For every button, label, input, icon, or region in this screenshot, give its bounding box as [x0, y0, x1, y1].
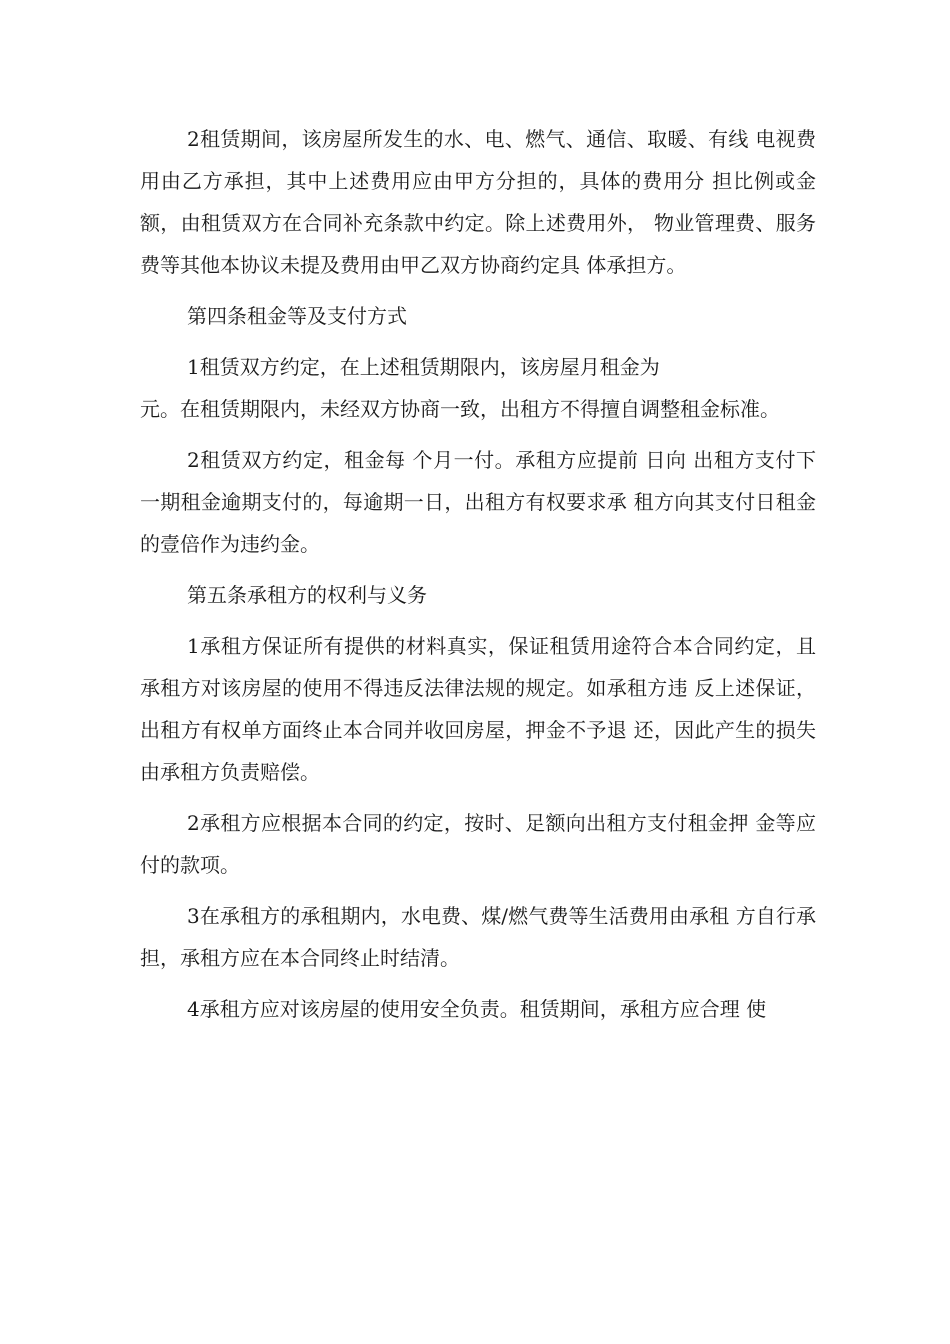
heading-article-5: 第五条承租方的权利与义务	[187, 583, 427, 607]
heading-article-4: 第四条租金等及支付方式	[187, 304, 407, 328]
paragraph-monthly-rent-line-2: 元。在租赁期限内，未经双方协商一致，出租方不得擅自调整租金标准。	[140, 397, 780, 421]
paragraph-living-expenses: 3在承租方的承租期内，水电费、煤/燃气费等生活费用由承租 方自行承担，承租方应在本合同终止时结清。	[140, 904, 816, 970]
document-page	[140, 118, 816, 1039]
paragraph-tenant-guarantee: 1承租方保证所有提供的材料真实，保证租赁用途符合本合同约定，且承租方对该房屋的使用不得违反法律法规的规定。如承租方违 反上述保证，出租方有权单方面终止本合同并收回房屋，押金不予退 还，因此产生的损失由承租方负责赔偿。	[140, 634, 816, 784]
paragraph-safety-responsibility: 4承租方应对该房屋的使用安全负责。租赁期间，承租方应合理 使	[187, 997, 767, 1021]
paragraph-tenant-payment: 2承租方应根据本合同的约定，按时、足额向出租方支付租金押 金等应付的款项。	[140, 811, 816, 877]
paragraph-payment-schedule: 2租赁双方约定，租金每 个月一付。承租方应提前 日向 出租方支付下一期租金逾期支付的，每逾期一日，出租方有权要求承 租方向其支付日租金的壹倍作为违约金。	[140, 448, 816, 556]
paragraph-utility-fees: 2租赁期间，该房屋所发生的水、电、燃气、通信、取暖、有线 电视费用由乙方承担，其中上述费用应由甲方分担的，具体的费用分 担比例或金额，由租赁双方在合同补充条款中约定。除上述费用外， 物业管理费、服务费等其他本协议未提及费用由甲乙双方协商约定具 体承担方。	[140, 127, 816, 277]
paragraph-monthly-rent-line-1: 1租赁双方约定，在上述租赁期限内，该房屋月租金为	[187, 355, 660, 379]
paragraph-monthly-rent	[140, 346, 816, 430]
